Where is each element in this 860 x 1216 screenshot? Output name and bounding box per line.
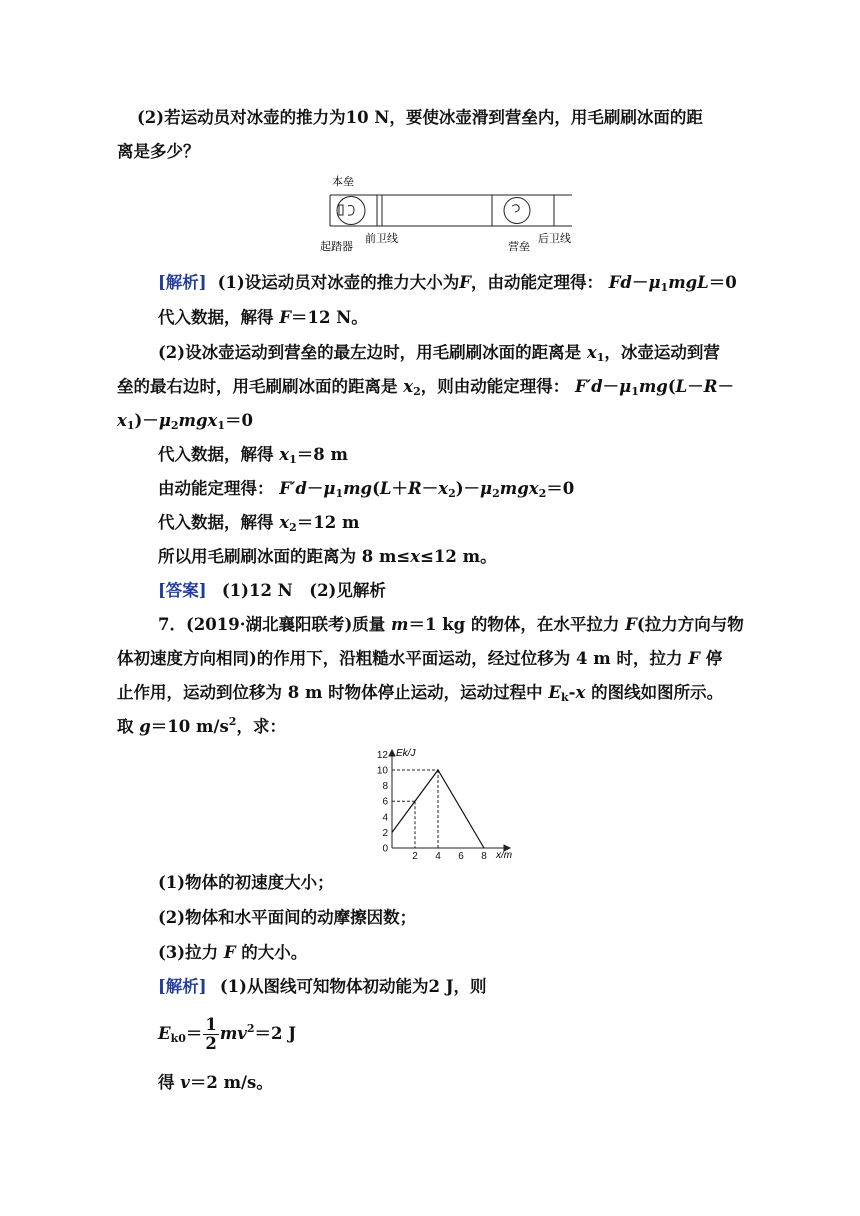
answer-text: (1)12 N (2)见解析 [221,581,386,600]
solution-text: $x_1)-\mu_2mgx_1=0$ [117,411,254,432]
curling-rink-diagram [320,170,580,258]
question-7-line: 取 g＝10 $m/s^2$，求： [117,715,286,736]
question-7-line: 7．(2019·湖北襄阳联考)质量 m＝1 kg 的物体，在水平拉力 F(拉力方向与物 [158,615,744,634]
solution-text: 代入数据，解得 $x_2=12$ m [158,513,360,534]
y-axis-arrow [389,750,395,756]
sub-question: (2)物体和水平面间的动摩擦因数； [158,908,417,927]
house-circle [504,198,530,224]
sub-question: (3)拉力 F 的大小。 [158,943,308,962]
x-tick-label: 6 [458,851,464,862]
sub-question: (1)物体的初速度大小； [158,873,334,892]
x-tick-label: 2 [412,851,418,862]
y-tick-label: 0 [382,843,388,855]
y-tick-label: 10 [376,765,388,777]
x-tick-label: 8 [481,851,487,862]
label-front-line: 前卫线 [365,233,398,245]
solution-text: 代入数据，解得 F＝12 N。 [158,308,368,327]
solution-tag: [解析] [158,273,207,292]
solution-text: (1)从图线可知物体初动能为2 J，则 [219,977,487,996]
label-back-line: 后卫线 [538,233,571,245]
label-start: 起踏器 [320,241,353,253]
answer-tag: [答案] [158,581,207,600]
x-tick-label: 4 [435,851,441,862]
question-7-line: 体初速度方向相同)的作用下，沿粗糙水平面运动，经过位移为 4 m 时，拉力 F 停 [117,649,723,668]
solution-text: 代入数据，解得 $x_1=8$ m [158,445,348,466]
x-axis-label: x/m [496,850,513,861]
question-7-line: 止作用，运动到位移为 8 m 时物体停止运动，运动过程中 $E_k-x$ 的图线如图所示。 [117,683,724,704]
stone-swirl-right [512,205,519,212]
label-house: 营垒 [508,241,530,253]
solution-text: (2)设冰壶运动到营垒的最左边时，用毛刷刷冰面的距离是 $x_1$，冰壶运动到营 [158,343,720,364]
solution-text: 垒的最右边时，用毛刷刷冰面的距离是 $x_2$，则由动能定理得： $F'd-\mu_1mg(L-R-$ [117,377,734,398]
ek-x-chart [360,742,530,862]
solution-text: 由动能定理得： $F'd-\mu_1mg(L+R-x_2)-\mu_2mgx_2=0$ [158,479,575,500]
y-tick-label: 6 [382,796,388,808]
fraction-half: $\frac{1}{2}$ [205,1015,217,1053]
solution-paragraph [158,976,487,998]
y-tick-label: 8 [382,781,388,793]
y-tick-label: 4 [382,812,388,824]
solution-equation: $E_{k0}=$ $\frac{1}{2}$ $mv^2=2$ J [158,1015,297,1053]
solution-text: (1)设运动员对冰壶的推力大小为F，由动能定理得： $Fd-\mu_1mgL=0$ [211,273,737,294]
y-tick-label: 2 [382,827,388,839]
question-line: (2)若运动员对冰壶的推力为10 N，要使冰壶滑到营垒内，用毛刷刷冰面的距 [137,108,703,127]
label-base: 本垒 [332,176,354,188]
solution-text: 所以用毛刷刷冰面的距离为 8 m≤x≤12 m。 [158,547,497,566]
question-text [117,141,200,163]
solution-text: 得 v＝2 m/s。 [158,1073,273,1092]
question-text [137,107,703,129]
base-circle [337,197,365,225]
solution-tag: [解析] [158,977,207,996]
answer-row [158,580,386,602]
y-tick-label: 12 [376,749,388,761]
solution-paragraph [158,272,737,294]
stone-swirl-left [348,206,354,216]
hack-block [339,205,343,215]
question-line: 离是多少？ [117,142,200,161]
question-number: 7． [158,615,186,634]
y-axis-label: Ek/J [396,748,416,759]
question-source: (2019·湖北襄阳联考) [185,615,353,634]
